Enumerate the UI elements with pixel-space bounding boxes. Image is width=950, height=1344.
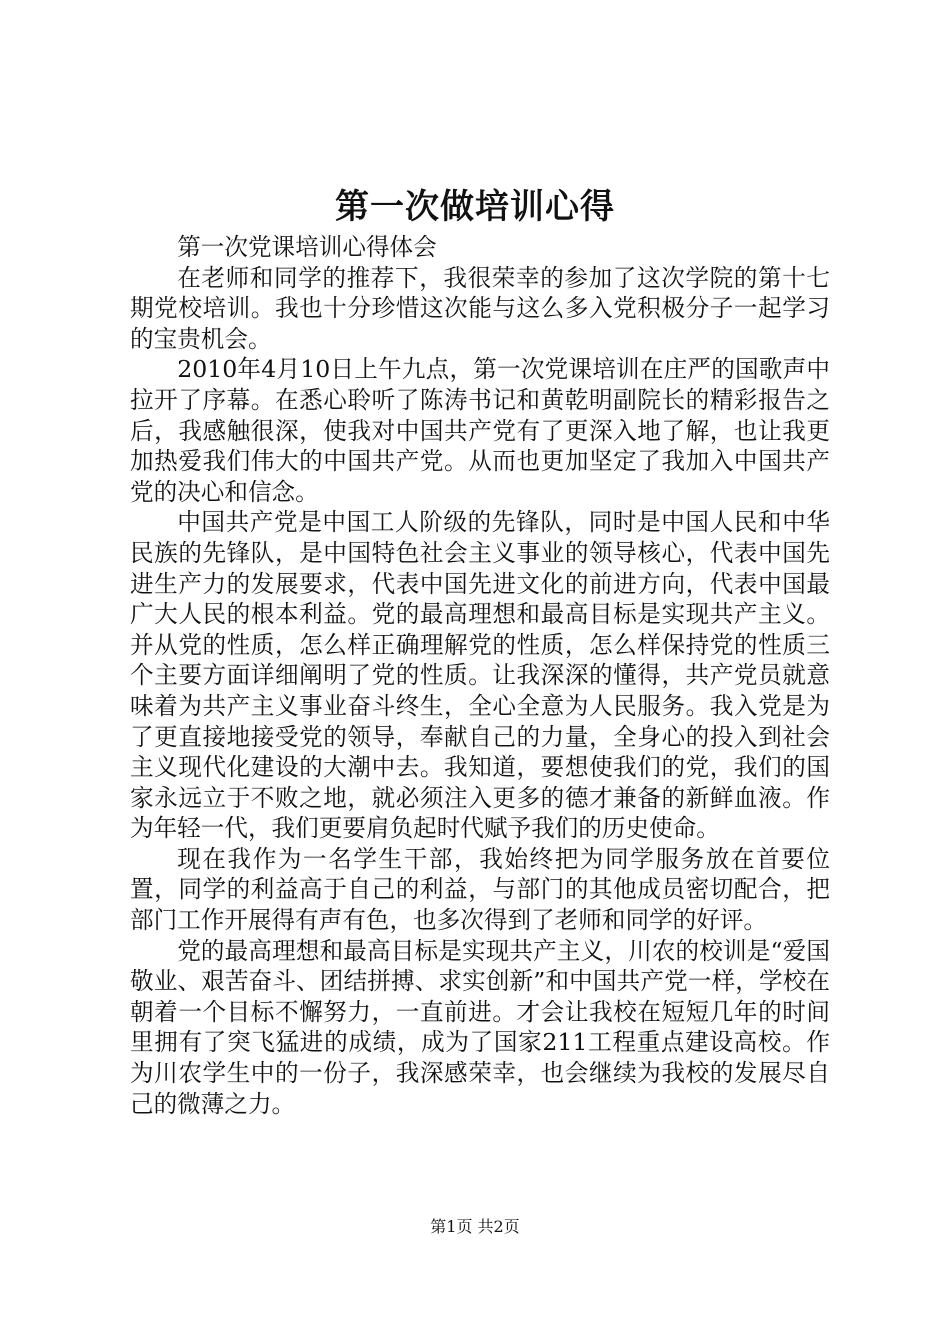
- document-title: 第一次做培训心得: [335, 187, 615, 227]
- paragraph-5: 党的最高理想和最高目标是实现共产主义，川农的校训是“爱国敬业、艰苦奋斗、团结拼搏、求实创新”和中国共产党一样，学校在朝着一个目标不懈努力，一直前进。才会让我校在短短几年的时间里拥有了突飞猛进的成绩，成为了国家211工程重点建设高校。作为川农学生中的一份子，我深感荣幸，也会继续为我校的发展尽自己的微薄之力。: [130, 936, 830, 1118]
- paragraph-4: 现在我作为一名学生干部，我始终把为同学服务放在首要位置，同学的利益高于自己的利益，与部门的其他成员密切配合，把部门工作开展得有声有色，也多次得到了老师和同学的好评。: [130, 844, 830, 935]
- document-subtitle: 第一次党课培训心得体会: [177, 233, 437, 261]
- paragraph-3: 中国共产党是中国工人阶级的先锋队，同时是中国人民和中华民族的先锋队，是中国特色社会主义事业的领导核心，代表中国先进生产力的发展要求，代表中国先进文化的前进方向，代表中国最广大人民的根本利益。党的最高理想和最高目标是实现共产主义。并从党的性质，怎么样正确理解党的性质，怎么样保持党的性质三个主要方面详细阐明了党的性质。让我深深的懂得，共产党员就意味着为共产主义事业奋斗终生，全心全意为人民服务。我入党是为了更直接地接受党的领导，奉献自己的力量，全身心的投入到社会主义现代化建设的大潮中去。我知道，要想使我们的党，我们的国家永远立于不败之地，就必须注入更多的德才兼备的新鲜血液。作为年轻一代，我们更要肩负起时代赋予我们的历史使命。: [130, 508, 830, 843]
- paragraph-2: 2010年4月10日上午九点，第一次党课培训在庄严的国歌声中拉开了序幕。在悉心聆听了陈涛书记和黄乾明副院长的精彩报告之后，我感触很深，使我对中国共产党有了更深入地了解，也让我更加热爱我们伟大的中国共产党。从而也更加坚定了我加入中国共产党的决心和信念。: [130, 355, 830, 506]
- page-number-footer: 第1页 共2页: [430, 1217, 520, 1236]
- paragraph-1: 在老师和同学的推荐下，我很荣幸的参加了这次学院的第十七期党校培训。我也十分珍惜这次能与这么多入党积极分子一起学习的宝贵机会。: [130, 263, 830, 353]
- document-body: [130, 232, 830, 1119]
